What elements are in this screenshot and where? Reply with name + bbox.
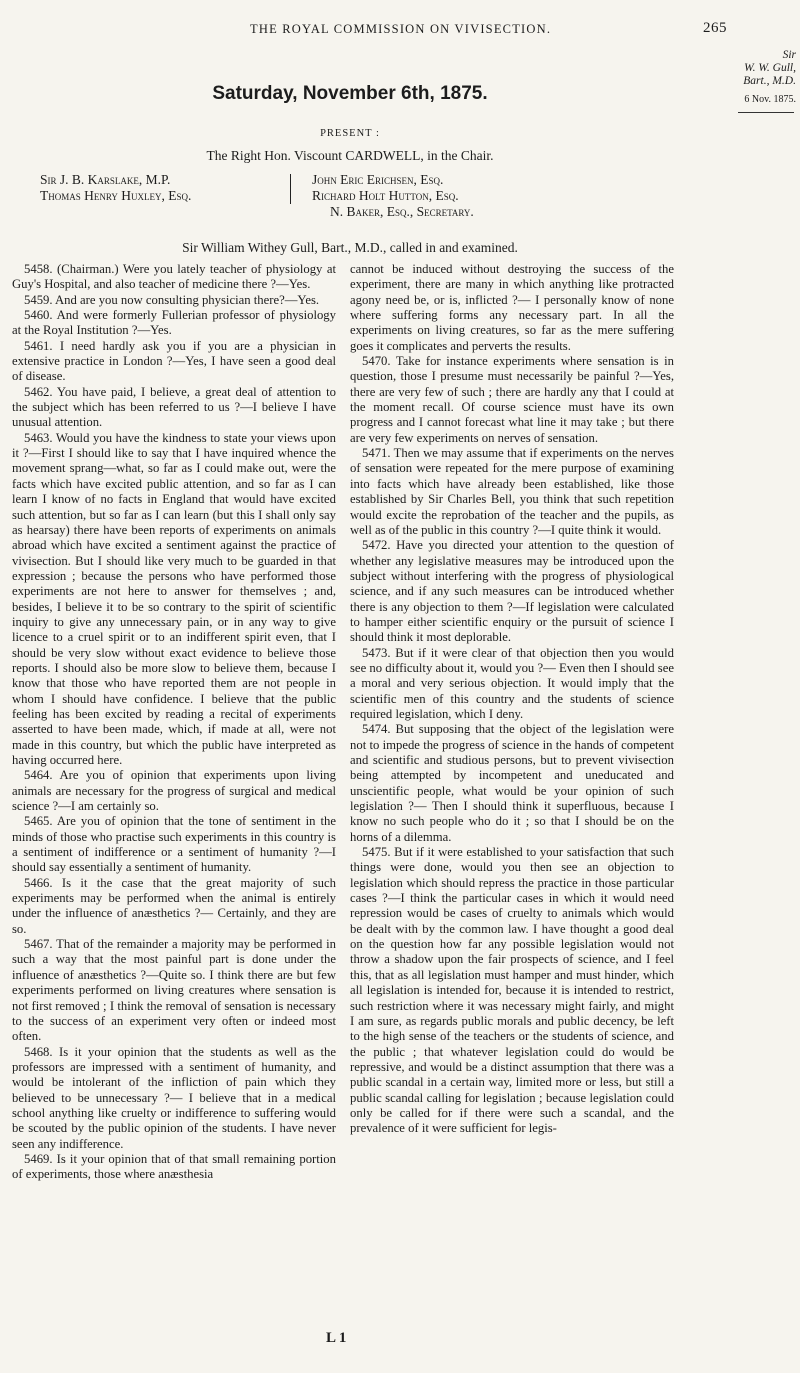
session-dateline: Saturday, November 6th, 1875. <box>212 83 488 104</box>
text-column-left <box>12 262 336 1183</box>
margin-note-line: Bart., M.D. <box>743 75 796 87</box>
witness-line: Sir William Withey Gull, Bart., M.D., called in and examined. <box>182 240 518 255</box>
paragraph: 5459. And are you now consulting physician there?—Yes. <box>24 292 320 307</box>
chair-line: The Right Hon. Viscount CARDWELL, in the Chair. <box>206 148 494 163</box>
member-name: John Eric Erichsen, Esq. <box>312 172 444 187</box>
paragraph: 5466. Is it the case that the great majority of such experiments may be performed when the animal is entirely under the influence of anæsthetics ?— Certainly, and they are so. <box>12 875 336 936</box>
member-name: Richard Holt Hutton, Esq. <box>312 188 459 203</box>
running-head-title: THE ROYAL COMMISSION ON VIVISECTION. <box>250 22 552 36</box>
margin-note-date: 6 Nov. 1875. <box>744 94 796 105</box>
paragraph: 5475. But if it were established to your satisfaction that such things were done, would you then see an objection to legislation which should repress the practice in those particular cases ?—I think the particular cases in which it would need repression would be cases of cruelty to animals which would be dealt with by the common law. I have thought a good deal on the question how far any possible legislation would not throw a shadow upon the fair prospects of science, and I feel this, that as all legislation must hamper and must hinder, which all legislation is intended for, because it is intended to restrict, such restriction where it was necessary might fairly, and might I am sure, as regards public morals and public decency, be left to the high sense of the teachers or the students of science, and the public ; that whatever legislation could do would be repressive, and would be a distinct assumption that there was a public scandal in a certain way, limited more or less, but still a public scandal calling for legislation ; because legislation could only be called for if there were such a scandal, and the prevalence of it were sufficient for legis- <box>350 845 674 1136</box>
paragraph: cannot be induced without destroying the success of the experiment, there are many in which anything like protracted agony need be, or is, inflicted ?— I personally know of none where suffering forms any necessary part. In all the experiments on living creatures, so far as the mere suffering goes it complicates and perverts the results. <box>350 262 674 353</box>
member-name: Sir J. B. Karslake, M.P. <box>40 172 171 187</box>
signature-mark: L 1 <box>326 1330 347 1346</box>
paragraph: 5471. Then we may assume that if experiments on the nerves of sensation were repeated for the mere purpose of examining into facts which have already been established, like those established by Sir Charles Bell, you think that such repetition would excite the reprobation of the teacher and the pupils, as well as of the public in this country ?—I quite think it would. <box>350 446 674 537</box>
member-name: Thomas Henry Huxley, Esq. <box>40 188 192 203</box>
members-divider <box>290 174 291 204</box>
paragraph: 5473. But if it were clear of that objection then you would see no difficulty about it, would you ?— Even then I should see a moral and very serious objection. It would imply that the scientific men of this country and the students of science required legislation, which I deny. <box>350 645 674 721</box>
paragraph: 5468. Is it your opinion that the students as well as the professors are impressed with a sentiment of humanity, and would be intolerant of the infliction of pain which they believed to be unnecessary ?— I believe that in a medical school anything like cruelty or indifference to suffering would be scouted by the public opinion of the students. I have never seen any indifference. <box>12 1044 336 1151</box>
paragraph: 5467. That of the remainder a majority may be performed in such a way that the most painful part is done under the influence of anæsthetics ?—Quite so. I think there are but few experiments performed on living creatures where sensation is not first removed ; I think the removal of sensation is necessary to the success of an experiment very often or indeed most often. <box>12 937 336 1044</box>
paragraph: 5469. Is it your opinion that of that small remaining portion of experiments, those where anæsthesia <box>12 1151 336 1182</box>
margin-note-line: Sir <box>782 49 796 61</box>
paragraph: 5458. (Chairman.) Were you lately teacher of physiology at Guy's Hospital, and also teacher of medicine there ?—Yes. <box>12 262 336 292</box>
paragraph: 5474. But supposing that the object of the legislation were not to impede the progress of science in the hands of competent and scientific and studious persons, but to prevent vivisection being attempted by incompetent and uneducated and unscientific people, what would be your opinion of such legislation ?— Then I should think it superfluous, because I know no such people who do it ; so that I should be on the horns of a dilemma. <box>350 722 674 844</box>
paragraph: 5463. Would you have the kindness to state your views upon it ?—First I should like to say that I have inquired whence the movement sprang—what, so far as I could make out, were the facts which have excited public attention, and so far as I can learn I know of no facts in England that would have excited such attention, but so far as I can learn (but this I shall only say as hearsay) there have been reports of experiments on animals abroad which have excited a sentiment against the practice of vivisection. But I should like very much to be guarded in that expression ; because the persons who have performed those experiments are not here to answer for themselves ; and, besides, I believe it to be so contrary to the spirit of scientific inquiry to give any unnecessary pain, or in any way to give licence to a cruel spirit or to an indifferent spirit even, that I should be very slow without exact evidence to believe those reports. I should also be more slow to believe them, because I know that those who have reported them are not people in whom I should have confidence. I believe that the public feeling has been excited by reading a recital of experiments asserted to have been made, which, if made at all, were not made in this country, but which the public have interpreted as having occurred here. <box>12 430 336 767</box>
paragraph: 5472. Have you directed your attention to the question of whether any legislative measures may be introduced upon the subject without interfering with the progress of physiological science, and if any such measures can be introduced whether there is any objection to them ?—If legislation were calculated to hamper either scientific enquiry or the pursuit of science I should think it most deplorable. <box>350 538 674 645</box>
members-left <box>40 172 290 204</box>
page-number: 265 <box>703 20 727 36</box>
margin-note <box>718 49 796 113</box>
present-label: PRESENT : <box>320 128 380 139</box>
text-column-right <box>350 262 674 1137</box>
paragraph: 5470. Take for instance experiments where sensation is in question, those I presume must necessarily be painful ?—Yes, there are very few of such ; there are hardly any that I could at the moment recall. Of course science must have its own progress and I cannot forecast what line it may take ; but there are very few experiments on nerves of sensation. <box>350 354 674 445</box>
margin-note-line: W. W. Gull, <box>744 62 796 74</box>
members-right <box>312 172 692 220</box>
paragraph: 5465. Are you of opinion that the tone of sentiment in the minds of those who practise such experiments in this country is a sentiment of indifference or a sentiment of humanity ?—I should say essentially a sentiment of humanity. <box>12 814 336 875</box>
margin-note-rule <box>738 112 794 113</box>
paragraph: 5460. And were formerly Fullerian professor of physiology at the Royal Institution ?—Yes. <box>12 308 336 338</box>
secretary-name: N. Baker, Esq., Secretary. <box>330 204 474 219</box>
paragraph: 5461. I need hardly ask you if you are a physician in extensive practice in London ?—Yes, I have seen a good deal of disease. <box>12 338 336 384</box>
paragraph: 5462. You have paid, I believe, a great deal of attention to the subject which has been referred to us ?—I believe I have unusual attention. <box>12 384 336 430</box>
paragraph: 5464. Are you of opinion that experiments upon living animals are necessary for the progress of surgical and medical science ?—I am certainly so. <box>12 768 336 814</box>
